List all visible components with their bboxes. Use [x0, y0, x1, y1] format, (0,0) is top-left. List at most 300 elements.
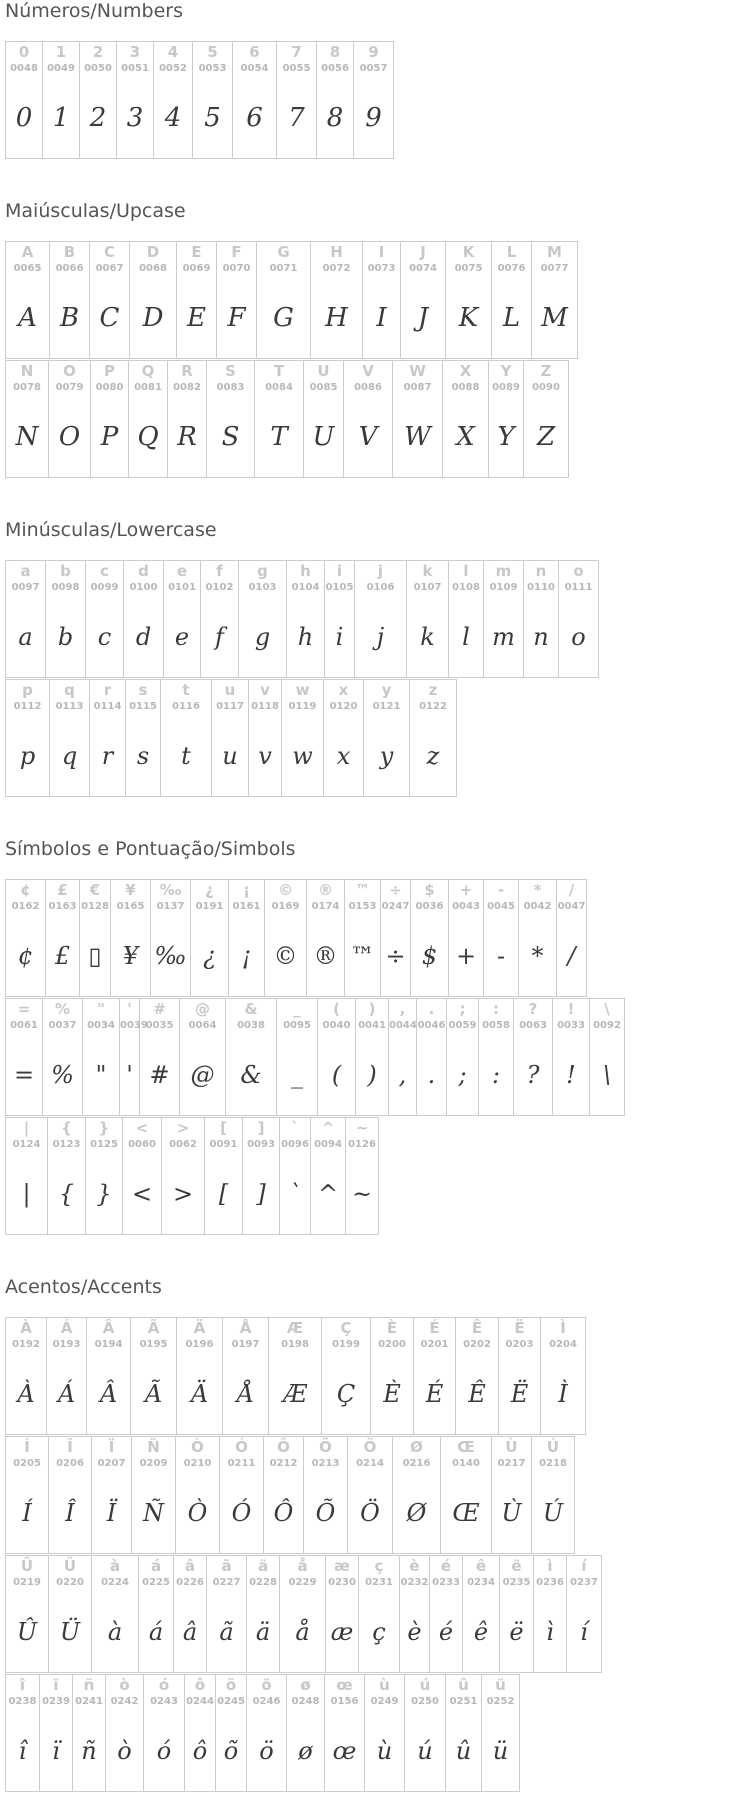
character-code: 0095	[283, 1020, 311, 1031]
glyph-sample: ë	[509, 1618, 524, 1646]
glyph-sample: ñ	[81, 1737, 97, 1765]
character-code: 0087	[403, 382, 432, 393]
glyph-cell	[86, 561, 124, 677]
glyph-cell	[139, 1556, 174, 1672]
character-label: *	[533, 881, 542, 899]
character-label: Î	[67, 1438, 73, 1456]
character-label: C	[103, 243, 115, 261]
character-label: 2	[92, 43, 104, 61]
character-code: 0204	[549, 1339, 577, 1350]
character-label: l	[463, 562, 469, 580]
glyph-sample: Å	[236, 1380, 255, 1408]
glyph-cell	[479, 999, 514, 1115]
glyph-cell	[6, 1675, 40, 1791]
character-label: ÷	[389, 881, 402, 899]
glyph-sample: W	[404, 422, 431, 452]
glyph-sample: T	[270, 422, 288, 452]
character-label: Ù	[505, 1438, 518, 1456]
character-code: 0043	[452, 901, 480, 912]
glyph-sample: S	[221, 422, 240, 452]
character-code: 0077	[540, 263, 569, 274]
glyph-cell	[355, 561, 407, 677]
character-code: 0064	[188, 1020, 217, 1031]
character-code: 0089	[492, 382, 520, 393]
character-code: 0238	[8, 1696, 37, 1707]
character-code: 0239	[42, 1696, 70, 1707]
glyph-sample: g	[254, 623, 271, 651]
glyph-sample: Ñ	[143, 1499, 164, 1527]
glyph-sample: A	[18, 303, 37, 333]
glyph-sample: /	[567, 942, 576, 970]
character-code: 0044	[389, 1020, 417, 1031]
glyph-sample: æ	[330, 1618, 354, 1646]
glyph-cell	[106, 1675, 144, 1791]
character-code: 0197	[231, 1339, 260, 1350]
character-label: Z	[540, 362, 552, 380]
glyph-sample: î	[18, 1737, 27, 1765]
glyph-sample: ®	[313, 942, 338, 970]
character-code: 0137	[156, 901, 185, 912]
glyph-cell	[325, 561, 355, 677]
character-code: 0078	[13, 382, 41, 393]
glyph-sample: l	[462, 623, 470, 651]
glyph-cell	[282, 680, 324, 796]
glyph-cell	[201, 561, 239, 677]
character-code: 0039	[120, 1020, 148, 1031]
glyph-row	[5, 41, 394, 159]
character-label: b	[60, 562, 71, 580]
glyph-cell	[220, 1437, 264, 1553]
glyph-sample: Û	[16, 1618, 38, 1646]
character-label: .	[428, 1000, 435, 1018]
character-label: A	[21, 243, 34, 261]
glyph-sample: ö	[259, 1737, 274, 1765]
glyph-cell	[492, 242, 532, 358]
glyph-cell	[191, 880, 229, 996]
character-code: 0046	[417, 1020, 446, 1031]
character-code: 0055	[282, 63, 311, 74]
character-code: 0244	[186, 1696, 214, 1707]
character-code: 0191	[195, 901, 224, 912]
glyph-cell	[233, 42, 277, 158]
character-code: 0225	[142, 1577, 170, 1588]
character-code: 0235	[502, 1577, 531, 1588]
glyph-sample: ¢	[17, 942, 34, 970]
character-code: 0110	[527, 582, 555, 593]
character-label: |	[23, 1119, 30, 1137]
character-label: d	[138, 562, 149, 580]
glyph-cell	[207, 1556, 247, 1672]
character-label: ?	[528, 1000, 538, 1018]
glyph-cell	[6, 1118, 48, 1234]
glyph-cell	[567, 1556, 602, 1672]
glyph-sample: Á	[57, 1380, 76, 1408]
character-label: i	[336, 562, 343, 580]
character-label: (	[333, 1000, 340, 1018]
glyph-cell	[226, 999, 277, 1115]
character-label: m	[495, 562, 512, 580]
glyph-row	[5, 1436, 575, 1554]
glyph-cell	[144, 1675, 185, 1791]
character-code: 0252	[486, 1696, 515, 1707]
character-label: Ê	[471, 1319, 483, 1337]
character-label: È	[386, 1319, 398, 1337]
glyph-sample: G	[273, 303, 294, 333]
glyph-sample: M	[541, 303, 568, 333]
glyph-cell	[6, 680, 50, 796]
character-code: 0071	[269, 263, 298, 274]
glyph-cell	[441, 1437, 492, 1553]
character-code: 0073	[367, 263, 396, 274]
glyph-cell	[393, 1437, 441, 1553]
glyph-sample: 0	[15, 103, 33, 133]
glyph-sample: Ó	[231, 1499, 252, 1527]
character-code: 0083	[216, 382, 245, 393]
character-label: 6	[249, 43, 260, 61]
character-code: 0063	[519, 1020, 547, 1031]
character-label: j	[377, 562, 384, 580]
character-code: 0098	[51, 582, 80, 593]
character-label: )	[368, 1000, 376, 1018]
glyph-sample: Ü	[59, 1618, 81, 1646]
character-label: <	[135, 1119, 149, 1137]
glyph-cell	[161, 680, 212, 796]
character-label: ì	[547, 1557, 553, 1575]
glyph-cell	[6, 999, 43, 1115]
character-code: 0117	[216, 701, 244, 712]
glyph-sample: ]	[256, 1180, 266, 1208]
glyph-sample: F	[227, 303, 246, 333]
glyph-cell	[223, 1318, 269, 1434]
character-code: 0056	[321, 63, 349, 74]
character-code: 0097	[11, 582, 40, 593]
glyph-sample: +	[455, 942, 477, 970]
character-code: 0246	[252, 1696, 281, 1707]
glyph-sample: I	[376, 303, 387, 333]
glyph-cell	[154, 42, 193, 158]
glyph-cell	[249, 680, 282, 796]
character-label: @	[195, 1000, 210, 1018]
character-code: 0220	[56, 1577, 84, 1588]
character-label: Œ	[457, 1438, 475, 1456]
character-label: k	[422, 562, 433, 580]
glyph-sample: =	[13, 1061, 35, 1089]
glyph-cell	[280, 1118, 311, 1234]
glyph-cell	[492, 1437, 532, 1553]
glyph-sample: ò	[117, 1737, 132, 1765]
glyph-sample: â	[182, 1618, 198, 1646]
glyph-cell	[269, 1318, 322, 1434]
character-label: H	[330, 243, 343, 261]
glyph-sample: Î	[65, 1499, 75, 1527]
character-label: ô	[194, 1676, 206, 1694]
character-label: ó	[158, 1676, 170, 1694]
glyph-sample: í	[580, 1618, 588, 1646]
glyph-cell	[449, 561, 484, 677]
glyph-cell	[304, 1437, 348, 1553]
character-label: G	[277, 243, 290, 261]
glyph-sample: D	[142, 303, 164, 333]
glyph-sample: .	[427, 1061, 436, 1089]
character-label: =	[17, 1000, 31, 1018]
glyph-sample: À	[17, 1380, 35, 1408]
glyph-sample: N	[15, 422, 39, 452]
character-label: T	[273, 362, 285, 380]
character-code: 0105	[325, 582, 354, 593]
character-label: Ì	[560, 1319, 566, 1337]
character-label: å	[297, 1557, 308, 1575]
character-label: &	[244, 1000, 258, 1018]
character-label: €	[89, 881, 101, 899]
character-label: Ú	[546, 1438, 560, 1456]
glyph-cell	[359, 1556, 400, 1672]
glyph-sample: d	[135, 623, 152, 651]
character-label: â	[184, 1557, 196, 1575]
character-label: P	[104, 362, 115, 380]
character-code: 0213	[311, 1458, 340, 1469]
character-label: y	[381, 681, 392, 699]
glyph-cell	[207, 361, 255, 477]
glyph-sample: Ç	[336, 1380, 356, 1408]
character-label: £	[57, 881, 68, 899]
character-code: 0081	[134, 382, 162, 393]
glyph-row	[5, 679, 457, 797]
glyph-sample: Ä	[190, 1380, 209, 1408]
glyph-sample: o	[571, 623, 586, 651]
character-code: 0074	[409, 263, 437, 274]
character-code: 0226	[176, 1577, 204, 1588]
glyph-sample: q	[61, 742, 78, 770]
glyph-cell	[317, 42, 354, 158]
character-label: J	[420, 243, 426, 261]
glyph-sample: [	[218, 1180, 229, 1208]
glyph-sample: O	[58, 422, 81, 452]
character-code: 0034	[87, 1020, 115, 1031]
character-label: õ	[225, 1676, 237, 1694]
character-code: 0099	[90, 582, 119, 593]
glyph-sample: ã	[219, 1618, 234, 1646]
glyph-cell	[590, 999, 625, 1115]
glyph-row	[5, 1674, 520, 1792]
glyph-cell	[120, 999, 148, 1115]
glyph-sample: #	[149, 1061, 170, 1089]
glyph-cell	[541, 1318, 586, 1434]
character-label: o	[573, 562, 584, 580]
character-label: Õ	[319, 1438, 332, 1456]
glyph-sample: Æ	[282, 1380, 308, 1408]
character-code: 0227	[212, 1577, 241, 1588]
character-label: O	[63, 362, 76, 380]
character-label: p	[22, 681, 33, 699]
character-label: Ü	[63, 1557, 77, 1575]
glyph-cell	[124, 561, 164, 677]
glyph-sample: w	[292, 742, 313, 770]
glyph-sample: 6	[246, 103, 263, 133]
glyph-cell	[345, 880, 381, 996]
glyph-cell	[80, 42, 117, 158]
character-label: \	[604, 1000, 610, 1018]
glyph-sample: _	[291, 1061, 303, 1089]
glyph-cell	[48, 1118, 86, 1234]
glyph-cell	[277, 999, 318, 1115]
glyph-sample: Ã	[144, 1380, 163, 1408]
character-code: 0109	[489, 582, 518, 593]
glyph-cell	[364, 680, 410, 796]
character-label: Q	[141, 362, 155, 380]
glyph-sample: Â	[99, 1380, 118, 1408]
glyph-sample: 7	[288, 103, 305, 133]
glyph-cell	[371, 1318, 414, 1434]
character-label: é	[440, 1557, 452, 1575]
glyph-cell	[318, 999, 356, 1115]
glyph-cell	[46, 880, 80, 996]
glyph-sample: 1	[52, 103, 70, 133]
character-code: 0065	[13, 263, 42, 274]
glyph-cell	[449, 880, 484, 996]
glyph-sample: )	[367, 1061, 377, 1089]
character-code: 0102	[205, 582, 234, 593]
character-code: 0242	[110, 1696, 139, 1707]
character-label: á	[150, 1557, 162, 1575]
character-code: 0036	[415, 901, 444, 912]
character-label: ë	[511, 1557, 522, 1575]
character-code: 0211	[227, 1458, 256, 1469]
character-label: {	[61, 1119, 72, 1137]
character-code: 0104	[291, 582, 320, 593]
glyph-cell	[463, 1556, 500, 1672]
character-code: 0217	[497, 1458, 526, 1469]
glyph-cell	[151, 880, 191, 996]
glyph-cell	[111, 880, 151, 996]
character-code: 0051	[121, 63, 149, 74]
character-label: $	[424, 881, 435, 899]
glyph-cell	[185, 1675, 216, 1791]
character-label: ä	[257, 1557, 269, 1575]
glyph-row	[5, 1555, 602, 1673]
glyph-sample: v	[258, 742, 272, 770]
character-code: 0124	[12, 1139, 41, 1150]
character-code: 0199	[332, 1339, 360, 1350]
character-code: 0068	[139, 263, 167, 274]
character-label: L	[506, 243, 517, 261]
glyph-cell	[6, 361, 49, 477]
character-code: 0251	[449, 1696, 478, 1707]
glyph-cell	[443, 361, 489, 477]
section-title: Acentos/Accents	[5, 1276, 162, 1298]
character-label: `	[291, 1119, 299, 1137]
character-code: 0230	[328, 1577, 356, 1588]
glyph-sample: ©	[273, 942, 298, 970]
glyph-cell	[247, 1556, 280, 1672]
glyph-cell	[140, 999, 180, 1115]
character-label: ø	[300, 1676, 311, 1694]
glyph-cell	[280, 1556, 326, 1672]
section-title: Números/Numbers	[5, 0, 183, 22]
glyph-cell	[389, 999, 417, 1115]
character-label: Æ	[286, 1319, 304, 1337]
character-code: 0091	[209, 1139, 238, 1150]
character-label: F	[231, 243, 242, 261]
character-code: 0101	[168, 582, 196, 593]
glyph-cell	[559, 561, 599, 677]
glyph-cell	[356, 999, 389, 1115]
character-code: 0112	[13, 701, 42, 712]
character-code: 0115	[129, 701, 157, 712]
character-label: í	[581, 1557, 587, 1575]
character-label: Â	[102, 1319, 115, 1337]
character-label: Ó	[235, 1438, 248, 1456]
glyph-sample: Y	[497, 422, 515, 452]
glyph-cell	[414, 1318, 456, 1434]
glyph-sample: ^	[317, 1180, 339, 1208]
glyph-sample: |	[22, 1180, 31, 1208]
character-label: ‰	[159, 881, 182, 899]
glyph-row	[5, 1317, 586, 1435]
glyph-sample: a	[18, 623, 33, 651]
glyph-cell	[6, 242, 50, 358]
glyph-sample: %	[51, 1061, 74, 1089]
character-label: B	[63, 243, 76, 261]
glyph-cell	[514, 999, 553, 1115]
character-label: D	[146, 243, 160, 261]
glyph-cell	[92, 1437, 132, 1553]
character-code: 0249	[370, 1696, 399, 1707]
character-label: U	[317, 362, 330, 380]
character-code: 0070	[222, 263, 251, 274]
character-label: œ	[336, 1676, 353, 1694]
glyph-cell	[217, 242, 257, 358]
glyph-cell	[117, 42, 154, 158]
glyph-cell	[168, 361, 207, 477]
glyph-cell	[348, 1437, 393, 1553]
character-label: ]	[257, 1119, 265, 1137]
character-label: Ã	[147, 1319, 160, 1337]
character-label: -	[497, 881, 505, 899]
character-code: 0096	[281, 1139, 309, 1150]
character-code: 0202	[463, 1339, 491, 1350]
glyph-sample: (	[331, 1061, 342, 1089]
character-code: 0209	[139, 1458, 168, 1469]
glyph-cell	[482, 1675, 520, 1791]
character-code: 0200	[378, 1339, 406, 1350]
character-code: 0231	[365, 1577, 393, 1588]
glyph-cell	[484, 561, 524, 677]
glyph-row	[5, 1117, 379, 1235]
character-label: ;	[459, 1000, 466, 1018]
character-code: 0042	[523, 901, 552, 912]
character-code: 0125	[90, 1139, 118, 1150]
glyph-sample: ~	[351, 1180, 373, 1208]
character-code: 0153	[348, 901, 377, 912]
character-label: :	[493, 1000, 499, 1018]
character-code: 0108	[452, 582, 480, 593]
glyph-sample: H	[325, 303, 348, 333]
character-code: 0126	[348, 1139, 376, 1150]
glyph-cell	[247, 1675, 287, 1791]
character-label: ®	[318, 881, 333, 899]
character-label: h	[300, 562, 311, 580]
glyph-sample: B	[59, 303, 80, 333]
glyph-cell	[553, 999, 590, 1115]
glyph-sample: r	[101, 742, 114, 770]
character-code: 0195	[139, 1339, 168, 1350]
glyph-cell	[344, 361, 393, 477]
glyph-cell	[87, 1318, 131, 1434]
glyph-cell	[524, 361, 569, 477]
glyph-cell	[49, 1556, 92, 1672]
glyph-sample: É	[425, 1380, 444, 1408]
character-label: #	[153, 1000, 166, 1018]
